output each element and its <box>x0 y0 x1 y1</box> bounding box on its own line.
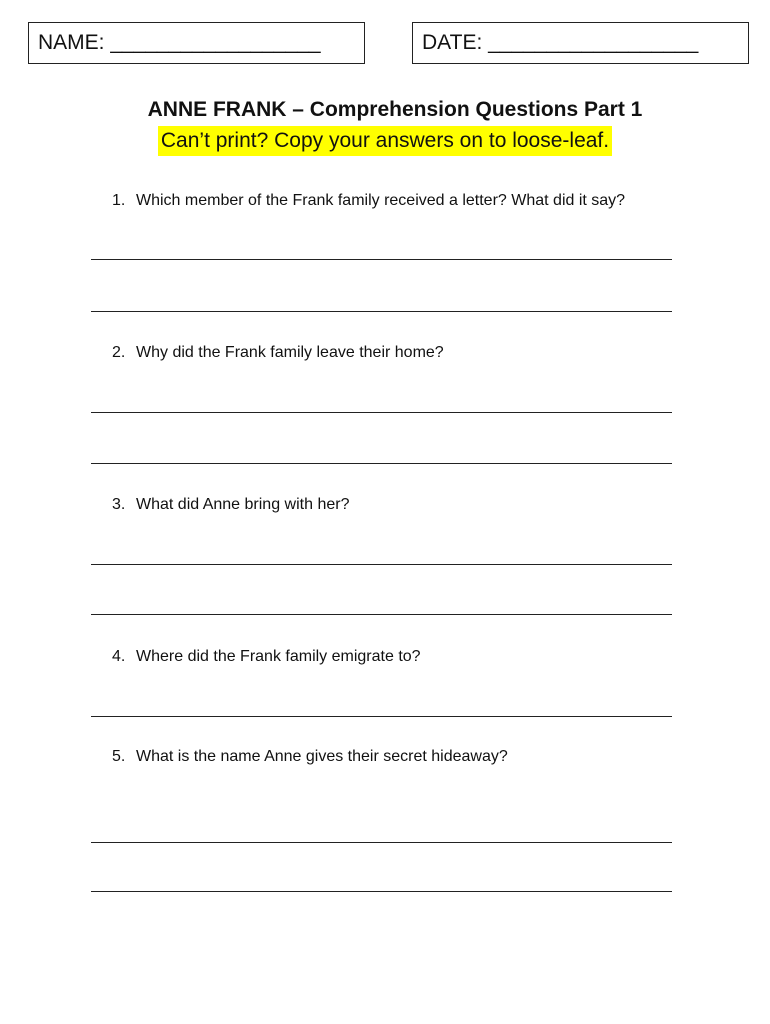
question-5 <box>112 744 692 770</box>
question-text: Where did the Frank family emigrate to? <box>136 648 421 665</box>
question-text: What is the name Anne gives their secret hideaway? <box>136 748 508 765</box>
question-number: 4. <box>112 648 126 665</box>
question-1 <box>112 188 692 214</box>
answer-line-5a[interactable] <box>91 842 672 843</box>
answer-line-2b[interactable] <box>91 463 672 464</box>
question-number: 1. <box>112 192 126 209</box>
date-field[interactable] <box>412 22 749 64</box>
question-number: 3. <box>112 496 126 513</box>
question-text: Why did the Frank family leave their home? <box>136 344 444 361</box>
answer-line-2a[interactable] <box>91 412 672 413</box>
question-2 <box>112 340 692 366</box>
question-3 <box>112 492 692 518</box>
name-label: NAME: __________________ <box>38 31 321 54</box>
answer-line-1b[interactable] <box>91 311 672 312</box>
question-number: 2. <box>112 344 126 361</box>
question-text: What did Anne bring with her? <box>136 496 350 513</box>
question-text: Which member of the Frank family received a letter? What did it say? <box>136 192 626 209</box>
answer-line-4a[interactable] <box>91 716 672 717</box>
answer-line-5b[interactable] <box>91 891 672 892</box>
highlighted-instruction: Can’t print? Copy your answers on to loose-leaf. <box>158 126 612 156</box>
question-4 <box>112 644 692 670</box>
question-number: 5. <box>112 748 126 765</box>
answer-line-3b[interactable] <box>91 614 672 615</box>
answer-line-3a[interactable] <box>91 564 672 565</box>
answer-line-1a[interactable] <box>91 259 672 260</box>
subtitle-container <box>0 126 770 156</box>
name-field[interactable] <box>28 22 365 64</box>
page-title: ANNE FRANK – Comprehension Questions Part 1 <box>147 98 643 121</box>
date-label: DATE: __________________ <box>422 31 699 54</box>
